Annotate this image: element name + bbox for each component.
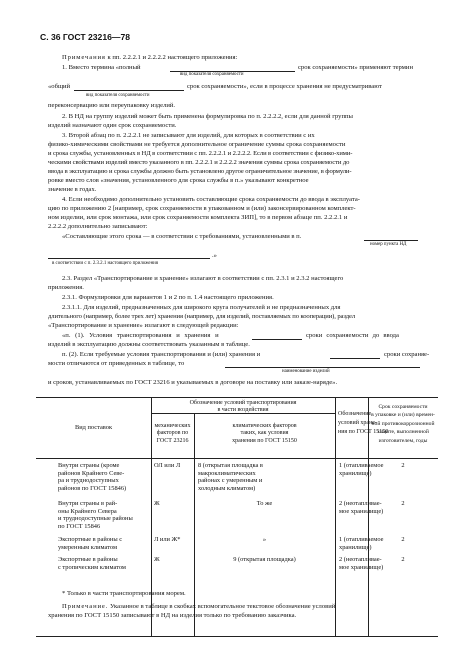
table-cell-mech: Ж	[154, 500, 160, 507]
note1-line-a: 1. Вместо термина «полный	[62, 64, 141, 71]
table-cell-clim	[198, 462, 263, 492]
cell-line: Экспортные в районы	[58, 556, 118, 563]
notes-heading-label: Примечания	[62, 54, 106, 61]
note3-line-e: ввода в эксплуатацию и срока службы должно быть установлено другое ограничительное значение, в формули-	[48, 168, 352, 175]
cell-line: по ГОСТ 15846	[58, 522, 101, 530]
cell-line: оны Крайнего Севера	[58, 507, 117, 515]
note3-line-f: ровке вместо слов «значения, установленного для срока службы в п.» указывают конкретное	[48, 177, 309, 184]
cell-line: холодным климатом)	[198, 484, 256, 492]
table-cell-period: 2	[401, 556, 405, 563]
table-border-top	[36, 397, 438, 398]
note4-sub2: в соответствии с п. 2.3.2.1 настоящего приложения	[52, 261, 159, 266]
table-cell-clim: »	[262, 536, 267, 543]
sec23-p3-a: 2.3.1.1. Для изделий, предназначенных для широкого круга получателей и не предназначенных для	[62, 304, 341, 311]
table-header-storage-line: условий хране-	[338, 420, 377, 426]
table-header-bottom	[36, 458, 438, 459]
notes-heading-rest: к пп. 2.2.2.1 и 2.2.2.2 настоящего приложения:	[107, 54, 238, 61]
table-cell-vid	[58, 536, 122, 551]
table-header-clim-line: климатических факторов	[232, 423, 297, 429]
cell-line: Экспортные в районы с	[58, 536, 123, 543]
blank-line	[225, 367, 420, 368]
cell-line: 8 (открытая площадка в	[198, 462, 263, 469]
table-header-period-line: в упаковке и (или) времен-	[371, 412, 435, 419]
table-cell-period: 2	[401, 500, 405, 507]
note1-sub1: вид показателя сохраняемости	[180, 72, 244, 77]
note4-line-d: 2.2.2.2 дополнительно записывают:	[48, 223, 148, 230]
table-header-storage	[338, 410, 389, 437]
blank-line	[74, 90, 184, 91]
cell-line: 2 (неотапливае-	[339, 500, 382, 507]
table-cell-vid	[58, 500, 133, 530]
cell-line: и труднодоступные районы	[58, 515, 133, 523]
final-note-line-a	[62, 603, 335, 611]
final-note-line-b: хранения по ГОСТ 15150 записывают в НД на изделия только по требованию заказчика.	[48, 612, 297, 619]
note4-line-f: .»	[212, 252, 217, 259]
table-cell-period: 2	[401, 462, 405, 469]
note1-sub2: вид показателя сохраняемости	[86, 93, 150, 98]
notes-heading	[62, 54, 237, 62]
table-col-line	[335, 397, 336, 636]
table-header-mech-line: факторов по	[156, 430, 189, 437]
note4-line-a: 4. Если необходимо дополнительно установить составляющие срока сохраняемости до ввода в эксплуата-	[62, 196, 360, 203]
table-header-period	[368, 403, 438, 445]
table-header-period-line: защите, выполненной	[377, 429, 429, 436]
sec23-p3-c: «Транспортирование и хранение» излагают в следующей редакции:	[48, 322, 239, 329]
table-cell-mech: Л или Ж*	[154, 536, 181, 543]
sec23-p4-a: «п. (1). Условия транспортирования и хранения и	[62, 332, 219, 339]
note3-line-c: и срока службы, установленных в НД в соответствии с пп. 2.2.2.1 и 2.2.2.2. Если в соответствии с физико-хими-	[48, 150, 353, 157]
sec23-p5-b: сроки сохраняе-	[384, 351, 430, 358]
table-header-mech-line: механических	[154, 423, 191, 429]
page-header: С. 36 ГОСТ 23216—78	[40, 32, 131, 42]
cell-line: макроклиматических	[198, 469, 256, 477]
sec23-p5-a: п. (2). Если требуемые условия транспортирования и (или) хранения и	[62, 351, 261, 358]
sec23-p2: 2.3.1. Формулировки для вариантов 1 и 2 по п. 1.4 настоящего приложения.	[62, 294, 274, 301]
note4-line-e: «Составляющие этого срока — в соответствии с требованиями, установленными в п.	[62, 233, 302, 240]
note3-line-d: ческими свойствами изделий вместо указанного в пп. 2.2.2.1 и 2.2.2.2 значения суммы срока сохраняемости до	[48, 159, 350, 166]
sec23-p5-c: мости отличаются от приведенных в таблице, то	[48, 360, 185, 367]
table-header-mech	[151, 423, 194, 445]
table-border-bottom	[36, 636, 438, 637]
sec23-p3-b: длительного (например, более трех лет) хранения (например, для изделий, поставляемых по кооперации), раздел	[48, 313, 356, 320]
table-cell-mech: ОЛ или Л	[154, 462, 181, 469]
sec23-p1-a: 2.3. Раздел «Транспортирование и хранение» излагают в соответствии с пп. 2.3.1 и 2.3.2 настоящего	[62, 275, 344, 282]
table-cell-clim: То же	[256, 500, 273, 507]
note1-line-e: переконсервацию или переупаковку изделий.	[48, 102, 176, 109]
blank-line	[330, 358, 380, 359]
note1-line-b: срок сохраняемости» применяют термин	[298, 64, 413, 71]
table-header-group-line: Обозначение условий транспортирования	[189, 400, 297, 406]
table-header-group-line: в части воздействия	[217, 407, 269, 413]
table-header-period-line: ной противокоррозионной	[371, 420, 435, 427]
table-cell-vid	[58, 556, 126, 571]
sec23-p5-sub: наименование изделий	[282, 369, 330, 374]
sec23-p4-b: сроки сохраняемости до ввода	[306, 332, 399, 339]
cell-line: мое хранилище)	[339, 563, 384, 571]
sec23-p4-c: изделий в эксплуатацию должны соответствовать указанным в таблице.	[48, 341, 250, 348]
note3-line-b: физико-химическими свойствами не требуется дополнительное ограничение суммы срока сохраняемости	[48, 141, 346, 148]
cell-line: с тропическим климатом	[58, 563, 126, 571]
cell-line: хранилище)	[339, 543, 372, 551]
note3-line-a: 3. Второй абзац по п. 2.2.2.1 не записывают для изделий, для которых в соответствии с их	[62, 132, 315, 139]
cell-line: районах с умеренным и	[198, 477, 263, 485]
note1-line-d: срок сохраняемости», если в процессе хранения не предусматривают	[187, 83, 382, 90]
cell-line: умеренным климатом	[58, 543, 118, 551]
note2-line-a: 2. В НД на группу изделий может быть применена формулировка по п. 2.2.2.2, если для данной группы	[62, 113, 353, 120]
cell-line: хранилище)	[339, 469, 372, 477]
cell-line: Внутри страны в рай-	[58, 500, 118, 507]
table-header-period-line: изготовителем, годы	[378, 437, 428, 444]
sec23-p1-b: приложения.	[48, 284, 84, 291]
note4-line-b: цию по приложению 2 [например, срок сохраняемости в упакованном и (или) законсервированном комплект-	[48, 205, 356, 212]
cell-line: мое хранилище)	[339, 507, 384, 515]
note1-line-c: «общий	[48, 83, 71, 90]
note4-sub1: номер пункта НД	[370, 242, 407, 247]
table-header-storage-line: ния по ГОСТ 15150	[338, 429, 389, 435]
note4-line-c: ном изделии, или срок монтажа, или срок сохраняемости комплекта ЗИП], то в первом абзаце пп. 2.2.2.1 и	[48, 214, 348, 221]
table-header-period-line: Срок сохраняемости	[378, 404, 428, 410]
blank-line	[48, 258, 210, 259]
cell-line: Внутри страны (кроме	[58, 462, 120, 469]
sec23-p5-d: и сроков, устанавливаемых по ГОСТ 23216 и указываемых в договоре на поставку или заказе-наряде».	[48, 379, 338, 386]
table-header-clim-line: хранения по ГОСТ 15150	[232, 437, 297, 444]
cell-line: 2 (неотапливае-	[339, 556, 382, 563]
table-cell-mech: Ж	[154, 556, 160, 563]
final-note-label: Примечание.	[62, 603, 109, 610]
cell-line: 1 (отапливаемое	[339, 462, 384, 469]
blank-line	[252, 339, 302, 340]
final-note-text: Указанное в таблице в скобках вспомогательное текстовое обозначение условий	[109, 603, 336, 610]
table-header-clim-line: таких, как условия	[240, 430, 289, 437]
table-header-group	[151, 400, 335, 414]
table-cell-period: 2	[401, 536, 405, 543]
table-cell-clim: 9 (открытая площадка)	[233, 556, 296, 563]
table-header-storage-line: Обозначение	[338, 411, 372, 417]
footnote: * Только в части транспортирования морем.	[62, 590, 186, 597]
cell-line: районов Крайнего Севе-	[58, 469, 125, 477]
table-header-mech-line: ГОСТ 23216	[156, 437, 189, 444]
table-header-clim	[194, 423, 335, 445]
blank-line	[364, 240, 418, 241]
note3-line-g: значение в годах.	[48, 186, 97, 193]
table-header-vid: Вид поставок	[74, 424, 113, 431]
cell-line: ра и труднодоступных	[58, 477, 119, 485]
note2-line-b: изделий назначают один срок сохраняемости.	[48, 122, 177, 129]
cell-line: районов по ГОСТ 15846)	[58, 484, 127, 492]
cell-line: 1 (отапливаемое	[339, 536, 384, 543]
table-cell-vid	[58, 462, 126, 492]
